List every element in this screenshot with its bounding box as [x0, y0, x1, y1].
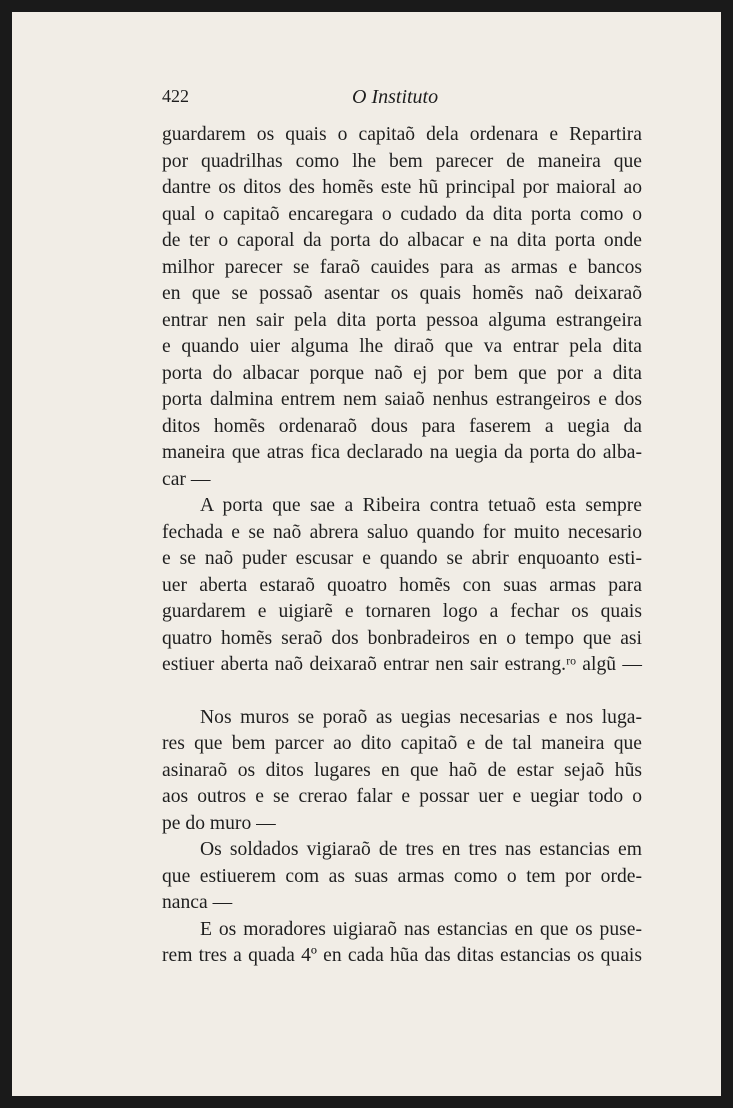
text-line: car —: [162, 468, 211, 490]
paragraph-2: [162, 493, 642, 679]
text-line: qual o capitaõ encaregara o cudado da dita porta como o: [162, 203, 642, 225]
text-line: entrar nen sair pela dita porta pessoa alguma estrangeira: [162, 309, 642, 331]
text-line: fechada e se naõ abrera saluo quando for muito necesario: [162, 521, 642, 543]
text-line: Os soldados vigiaraõ de tres en tres nas estancias em: [200, 839, 642, 860]
text-line: maneira que atras fica declarado na uegia da porta do alba-: [162, 442, 642, 463]
text-line: porta do albacar porque naõ ej por bem que por a dita: [162, 362, 642, 384]
text-line: ditos homẽs ordenaraõ dous para faserem a uegia da: [162, 415, 642, 437]
text-line: e quando uier alguma lhe diraõ que va entrar pela dita: [162, 336, 642, 357]
running-header: [162, 86, 656, 116]
text-line: asinaraõ os ditos lugares en que haõ de estar sejaõ hũs: [162, 759, 642, 781]
text-line: nanca —: [162, 892, 233, 913]
page-number: 422: [162, 86, 189, 106]
document-page: [12, 12, 721, 1096]
text-line: estiuer aberta naõ deixaraõ entrar nen sair estrang.ʳᵒ algũ —: [162, 654, 642, 675]
text-line: en que se possaõ asentar os quais homẽs naõ deixaraõ: [162, 283, 642, 304]
body-text: [162, 122, 642, 970]
text-line: uer aberta estaraõ quoatro homẽs con suas armas para: [162, 574, 642, 596]
text-line: de ter o caporal da porta do albacar e na dita porta onde: [162, 230, 642, 251]
text-line: res que bem parcer ao dito capitaõ e de tal maneira que: [162, 733, 642, 754]
text-line: pe do muro —: [162, 812, 276, 834]
text-line: dantre os ditos des homẽs este hũ principal por maioral ao: [162, 177, 642, 198]
text-line: E os moradores uigiaraõ nas estancias en que os puse-: [200, 918, 642, 940]
text-line: milhor parecer se faraõ cauides para as armas e bancos: [162, 256, 642, 278]
paragraph-5: [162, 917, 642, 970]
text-line: A porta que sae a Ribeira contra tetuaõ esta sempre: [200, 495, 642, 516]
text-line: quatro homẽs seraõ dos bonbradeiros en o tempo que asi: [162, 627, 642, 649]
journal-title: O Instituto: [352, 86, 439, 108]
text-line: por quadrilhas como lhe bem parecer de maneira que: [162, 150, 642, 172]
text-line: porta dalmina entrem nem saiaõ nenhus estrangeiros e dos: [162, 389, 642, 410]
text-line: guardarem e uigiarẽ e tornaren logo a fechar os quais: [162, 601, 642, 622]
paragraph-1: [162, 122, 642, 493]
text-line: guardarem os quais o capitaõ dela ordenara e Repartira: [162, 124, 642, 145]
text-line: rem tres a quada 4º en cada hũa das ditas estancias os quais: [162, 945, 642, 966]
text-line: Nos muros se poraõ as uegias necesarias e nos luga-: [200, 706, 642, 728]
paragraph-3: [162, 705, 642, 838]
paragraph-4: [162, 837, 642, 917]
text-line: que estiuerem com as suas armas como o tem por orde-: [162, 865, 642, 887]
text-line: aos outros e se crerao falar e possar uer e uegiar todo o: [162, 786, 642, 807]
text-line: e se naõ puder escusar e quando se abrir enquoanto esti-: [162, 548, 642, 569]
